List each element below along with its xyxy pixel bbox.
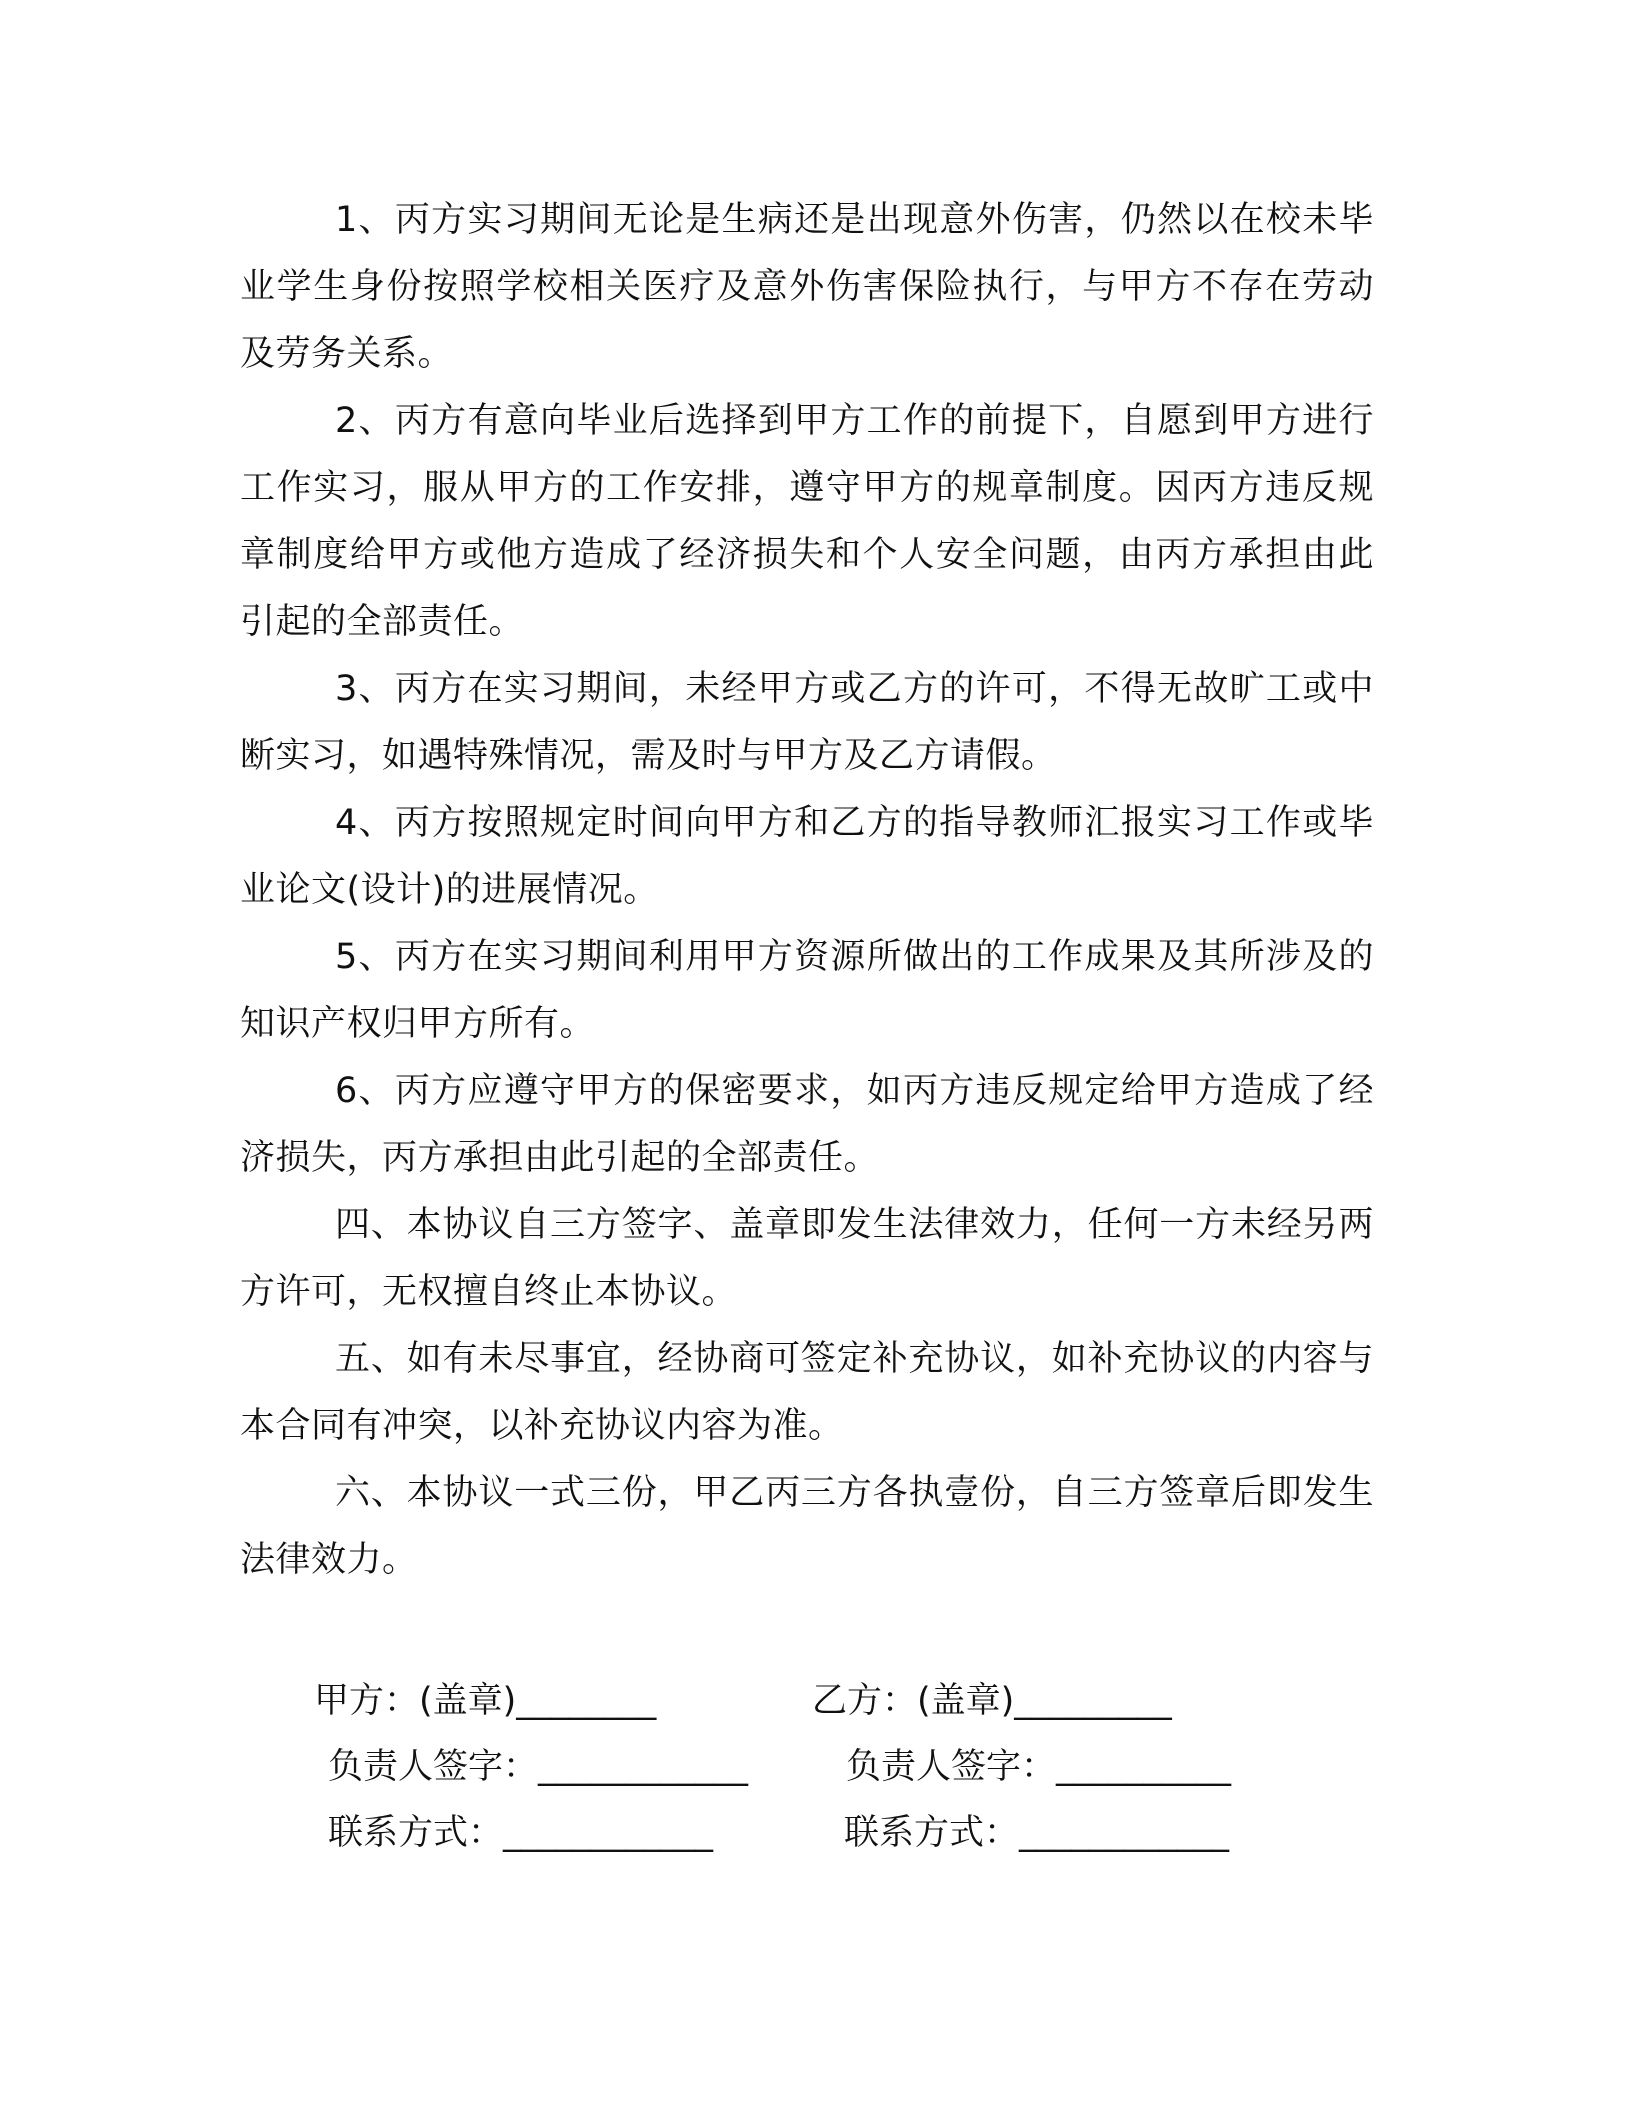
party-b-signer-line: 负责人签字：__________	[846, 1747, 1232, 1787]
party-a-seal-line: 甲方：(盖章)________	[314, 1681, 657, 1721]
party-a-signer-line: 负责人签字：____________	[328, 1747, 749, 1787]
clause-paragraph: 3、丙方在实习期间，未经甲方或乙方的许可，不得无故旷工或中断实习，如遇特殊情况，需及时与甲方及乙方请假。	[240, 669, 1374, 776]
clause-paragraph: 2、丙方有意向毕业后选择到甲方工作的前提下，自愿到甲方进行工作实习，服从甲方的工作安排，遵守甲方的规章制度。因丙方违反规章制度给甲方或他方造成了经济损失和个人安全问题，由丙方承担由此引起的全部责任。	[240, 401, 1374, 642]
party-a-contact-line: 联系方式：____________	[328, 1813, 714, 1853]
clause-paragraph: 1、丙方实习期间无论是生病还是出现意外伤害，仍然以在校未毕业学生身份按照学校相关医疗及意外伤害保险执行，与甲方不存在劳动及劳务关系。	[240, 200, 1374, 374]
signature-block	[0, 1668, 1632, 1888]
clause-paragraph: 4、丙方按照规定时间向甲方和乙方的指导教师汇报实习工作或毕业论文(设计)的进展情况。	[240, 803, 1374, 910]
clause-paragraph: 六、本协议一式三份，甲乙丙三方各执壹份，自三方签章后即发生法律效力。	[240, 1473, 1374, 1580]
clause-paragraph: 6、丙方应遵守甲方的保密要求，如丙方违反规定给甲方造成了经济损失，丙方承担由此引起的全部责任。	[240, 1071, 1374, 1178]
agreement-body	[240, 187, 1374, 1594]
clause-paragraph: 四、本协议自三方签字、盖章即发生法律效力，任何一方未经另两方许可，无权擅自终止本协议。	[240, 1205, 1374, 1312]
clause-paragraph: 5、丙方在实习期间利用甲方资源所做出的工作成果及其所涉及的知识产权归甲方所有。	[240, 937, 1374, 1044]
party-b-contact-line: 联系方式：____________	[844, 1813, 1230, 1853]
party-b-seal-line: 乙方：(盖章)_________	[812, 1681, 1172, 1721]
clause-paragraph: 五、如有未尽事宜，经协商可签定补充协议，如补充协议的内容与本合同有冲突，以补充协议内容为准。	[240, 1339, 1374, 1446]
